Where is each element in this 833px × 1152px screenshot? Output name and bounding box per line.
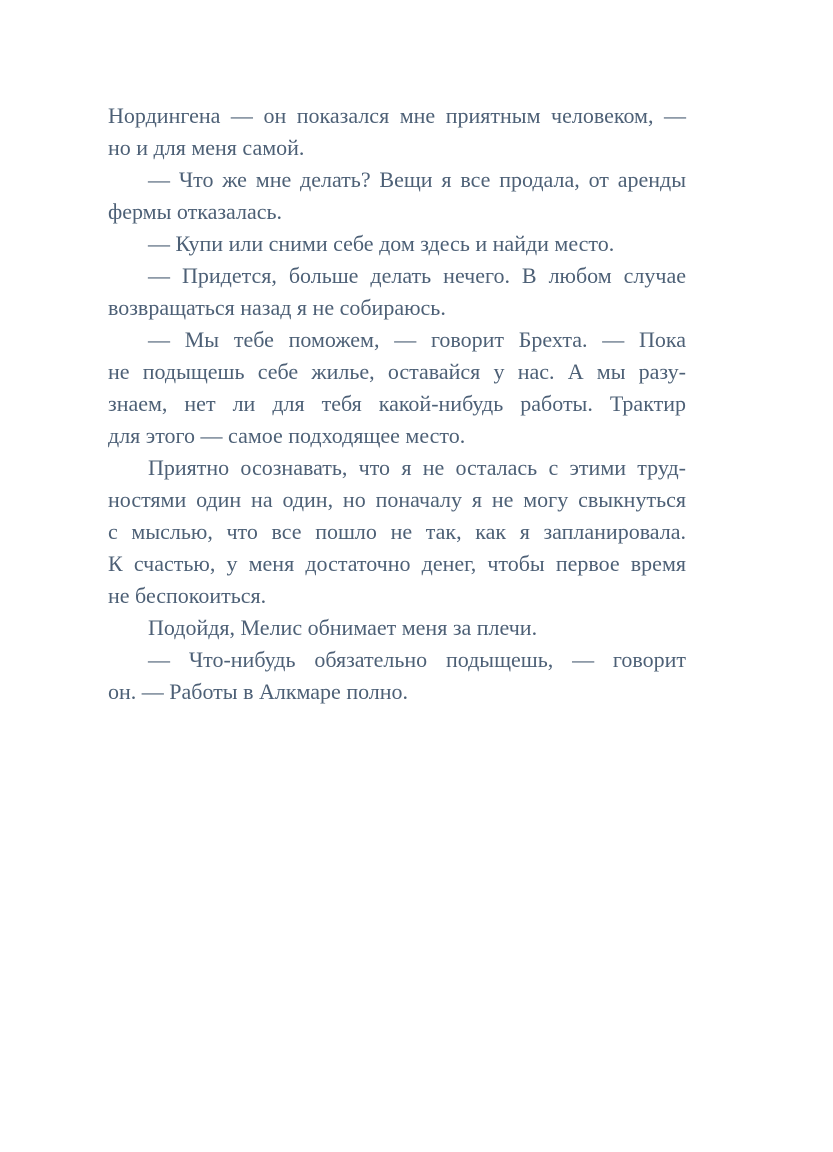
text-line: возвращаться назад я не собираюсь. [108, 295, 446, 320]
text-line: ностями один на один, но поначалу я не могу свыкнуться [108, 487, 686, 512]
text-line: он. — Работы в Алкмаре полно. [108, 679, 409, 704]
text-line: фермы отказалась. [108, 199, 283, 224]
text-line: для этого — самое подходящее место. [108, 423, 466, 448]
text-line: Приятно осознавать, что я не осталась с этими труд- [148, 455, 686, 480]
text-line: но и для меня самой. [108, 135, 305, 160]
paragraph [108, 260, 686, 324]
text-line: знаем, нет ли для тебя какой-нибудь работы. Трактир [108, 391, 686, 416]
text-line: не подыщешь себе жилье, оставайся у нас. А мы разу- [108, 359, 686, 384]
text-line: Нордингена — он показался мне приятным человеком, — [108, 103, 686, 128]
text-line: — Что-нибудь обязательно подыщешь, — говорит [148, 647, 686, 672]
text-line: Подойдя, Мелис обнимает меня за плечи. [148, 615, 538, 640]
text-line: — Что же мне делать? Вещи я все продала, от аренды [148, 167, 686, 192]
paragraph [108, 164, 686, 228]
text-line: К счастью, у меня достаточно денег, чтобы первое время [108, 551, 686, 576]
paragraph [108, 612, 686, 644]
paragraph [108, 100, 686, 164]
text-line: с мыслью, что все пошло не так, как я запланировала. [108, 519, 686, 544]
paragraph [108, 228, 686, 260]
text-line: не беспокоиться. [108, 583, 267, 608]
text-line: — Мы тебе поможем, — говорит Брехта. — Пока [148, 327, 686, 352]
paragraph [108, 644, 686, 708]
text-block [108, 100, 686, 708]
text-line: — Купи или сними себе дом здесь и найди место. [148, 231, 615, 256]
text-line: — Придется, больше делать нечего. В любом случае [148, 263, 686, 288]
paragraph [108, 324, 686, 452]
paragraph [108, 452, 686, 612]
